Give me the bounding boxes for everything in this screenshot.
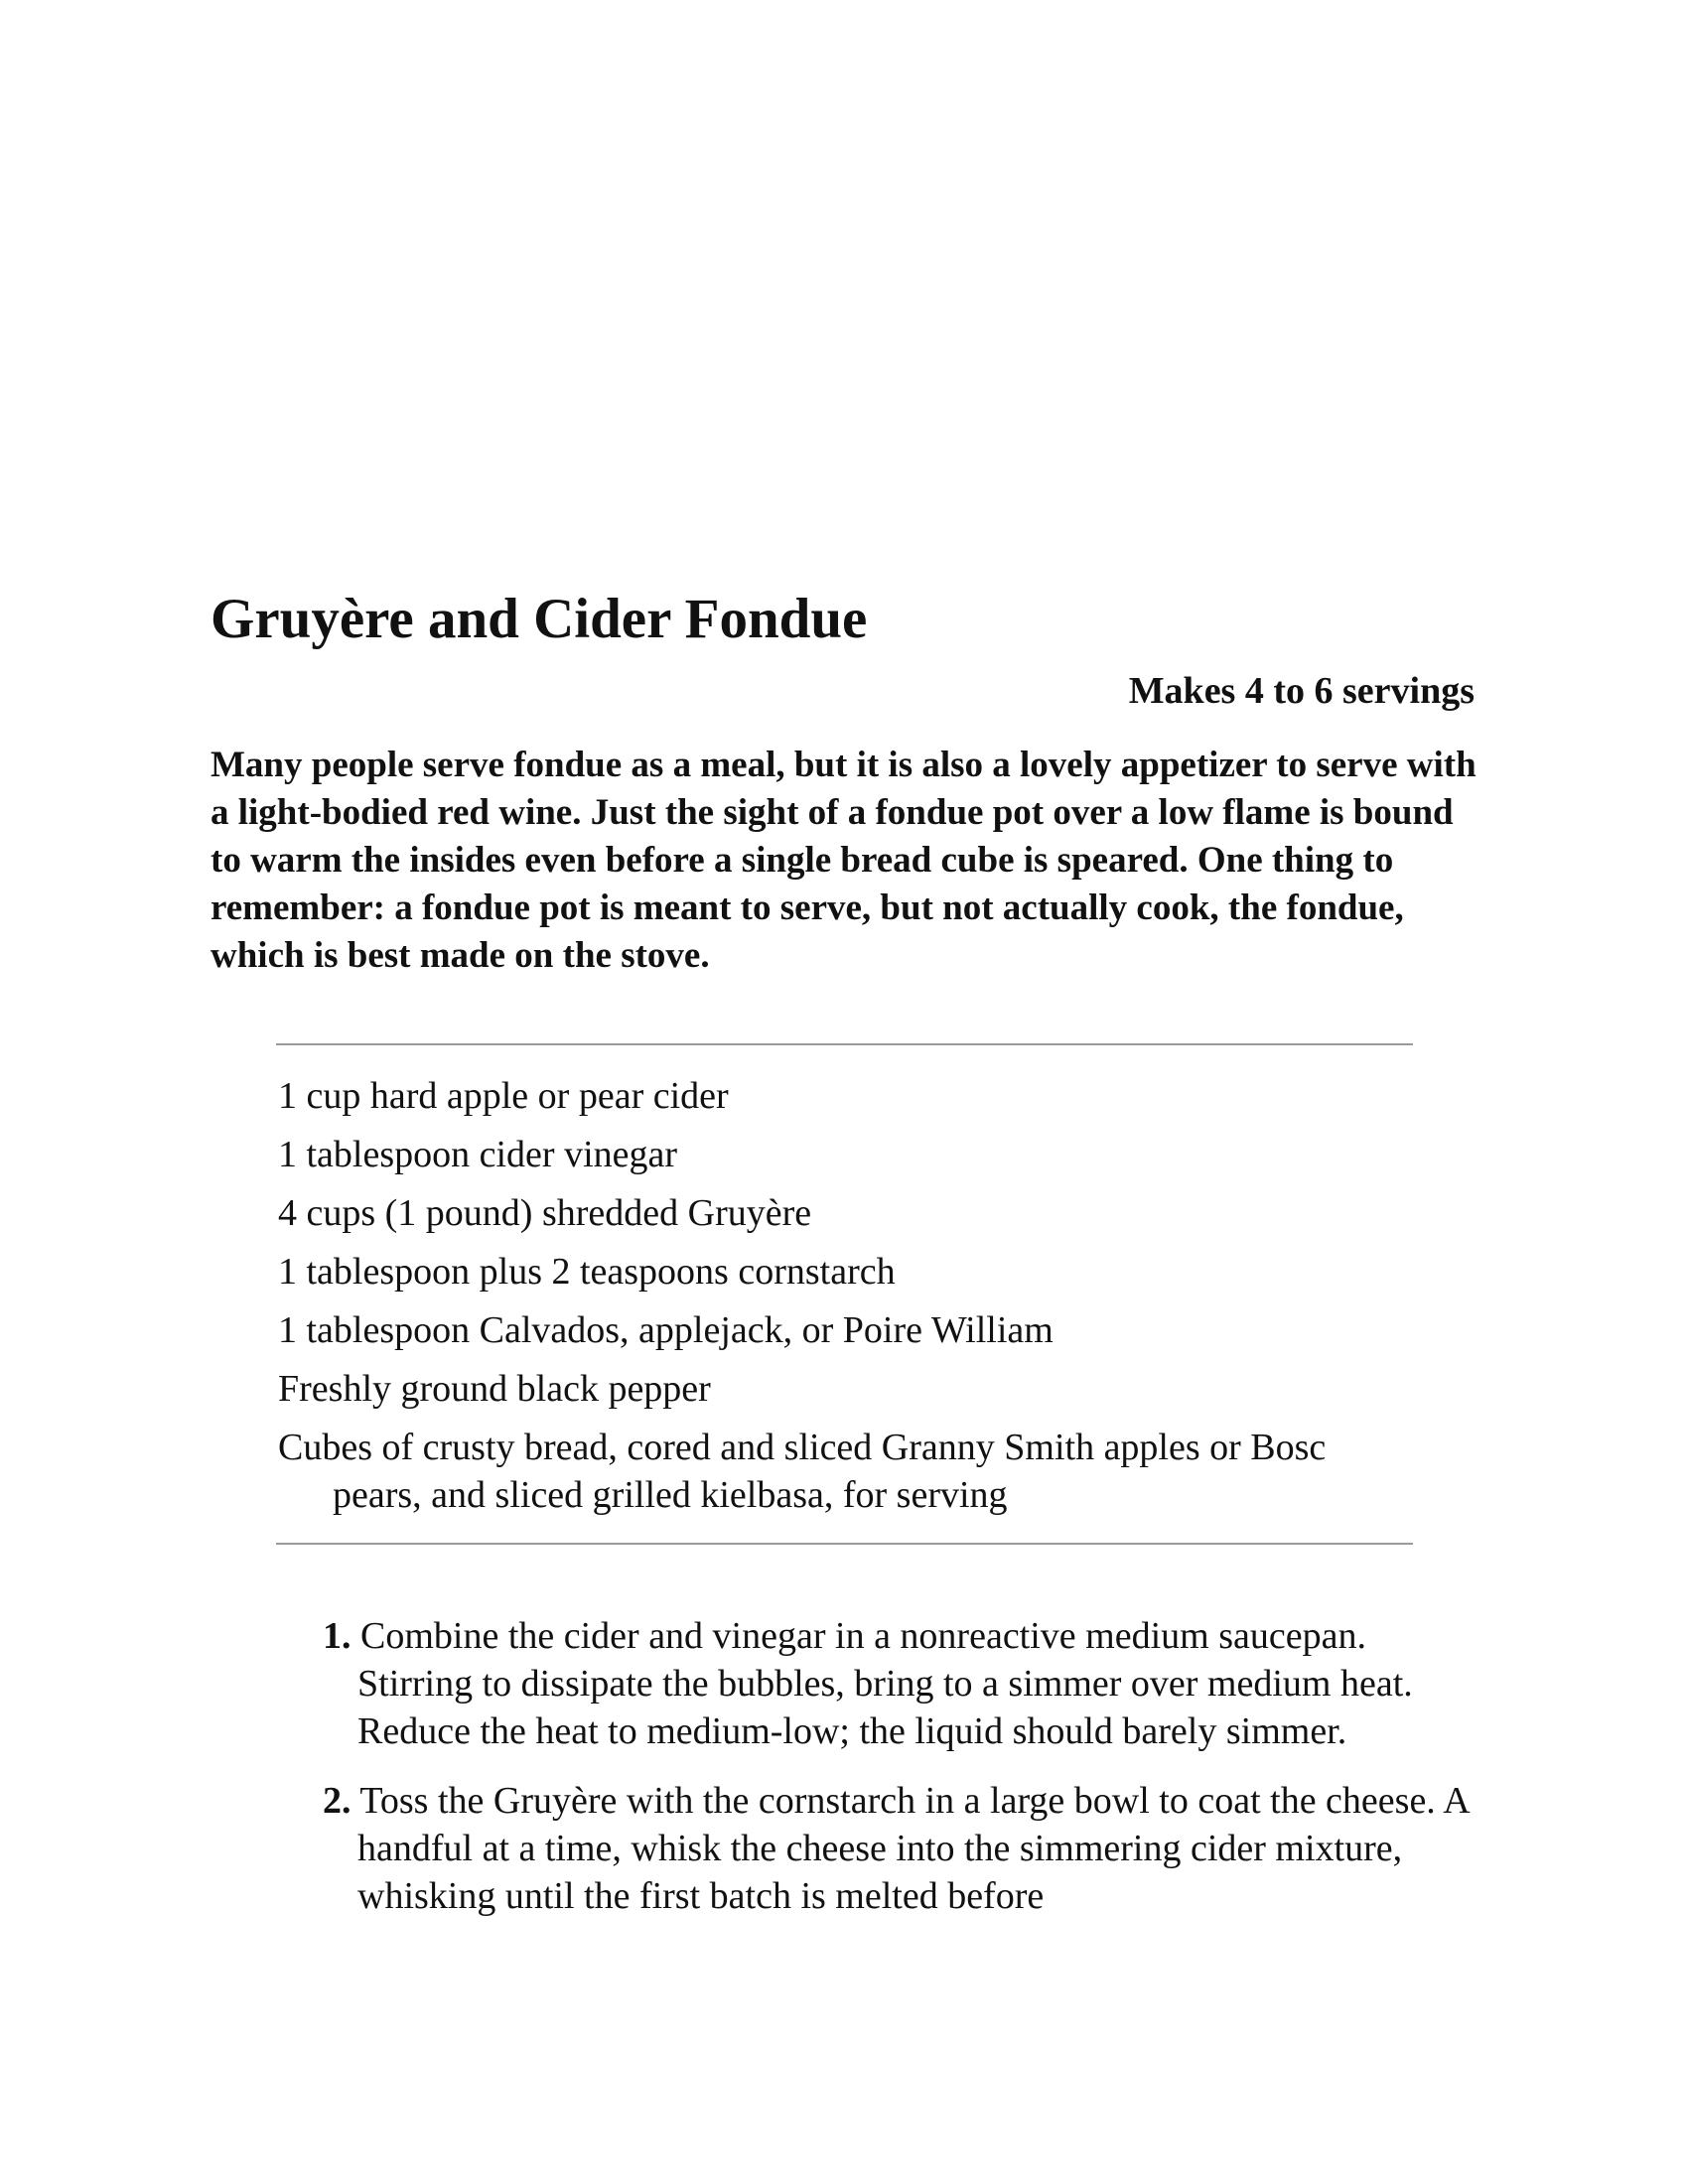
- ingredient-item: 1 tablespoon cider vinegar: [278, 1134, 678, 1175]
- step-number: 2.: [323, 1780, 352, 1822]
- ingredient-item: 4 cups (1 pound) shredded Gruyère: [278, 1192, 812, 1234]
- recipe-title: Gruyère and Cider Fondue: [211, 588, 868, 650]
- ingredient-item: 1 tablespoon plus 2 teaspoons cornstarch: [278, 1251, 896, 1293]
- method-step: [323, 1612, 1475, 1755]
- step-number: 1.: [323, 1615, 352, 1657]
- ingredient-item: 1 cup hard apple or pear cider: [278, 1075, 729, 1117]
- ingredient-item: 1 tablespoon Calvados, applejack, or Poire William: [278, 1309, 1054, 1351]
- ingredient-list: [278, 1072, 1420, 1530]
- recipe-yield: Makes 4 to 6 servings: [1128, 670, 1475, 712]
- step-text: Combine the cider and vinegar in a nonreactive medium saucepan. Stirring to dissipate the bubbles, bring to a simmer over medium heat. Reduce the heat to medium-low; the liquid should barely simmer.: [357, 1615, 1413, 1752]
- step-text: Toss the Gruyère with the cornstarch in a large bowl to coat the cheese. A handful at a time, whisk the cheese into the simmering cider mixture, whisking until the first batch is melted before: [357, 1780, 1469, 1917]
- method-steps: [323, 1612, 1475, 1942]
- ingredient-item: Cubes of crusty bread, cored and sliced Granny Smith apples or Bosc pears, and sliced grilled kielbasa, for serving: [278, 1427, 1327, 1516]
- method-step: [323, 1777, 1475, 1920]
- recipe-intro: Many people serve fondue as a meal, but it is also a lovely appetizer to serve with a light-bodied red wine. Just the sight of a fondue pot over a low flame is bound to warm the insides even before a single bread cube is speared. One thing to remember: a fondue pot is meant to serve, but not actually cook, the fondue, which is best made on the stove.: [211, 745, 1477, 976]
- ingredients-top-divider: [276, 1043, 1413, 1045]
- ingredients-bottom-divider: [276, 1543, 1413, 1545]
- ingredient-item: Freshly ground black pepper: [278, 1368, 711, 1410]
